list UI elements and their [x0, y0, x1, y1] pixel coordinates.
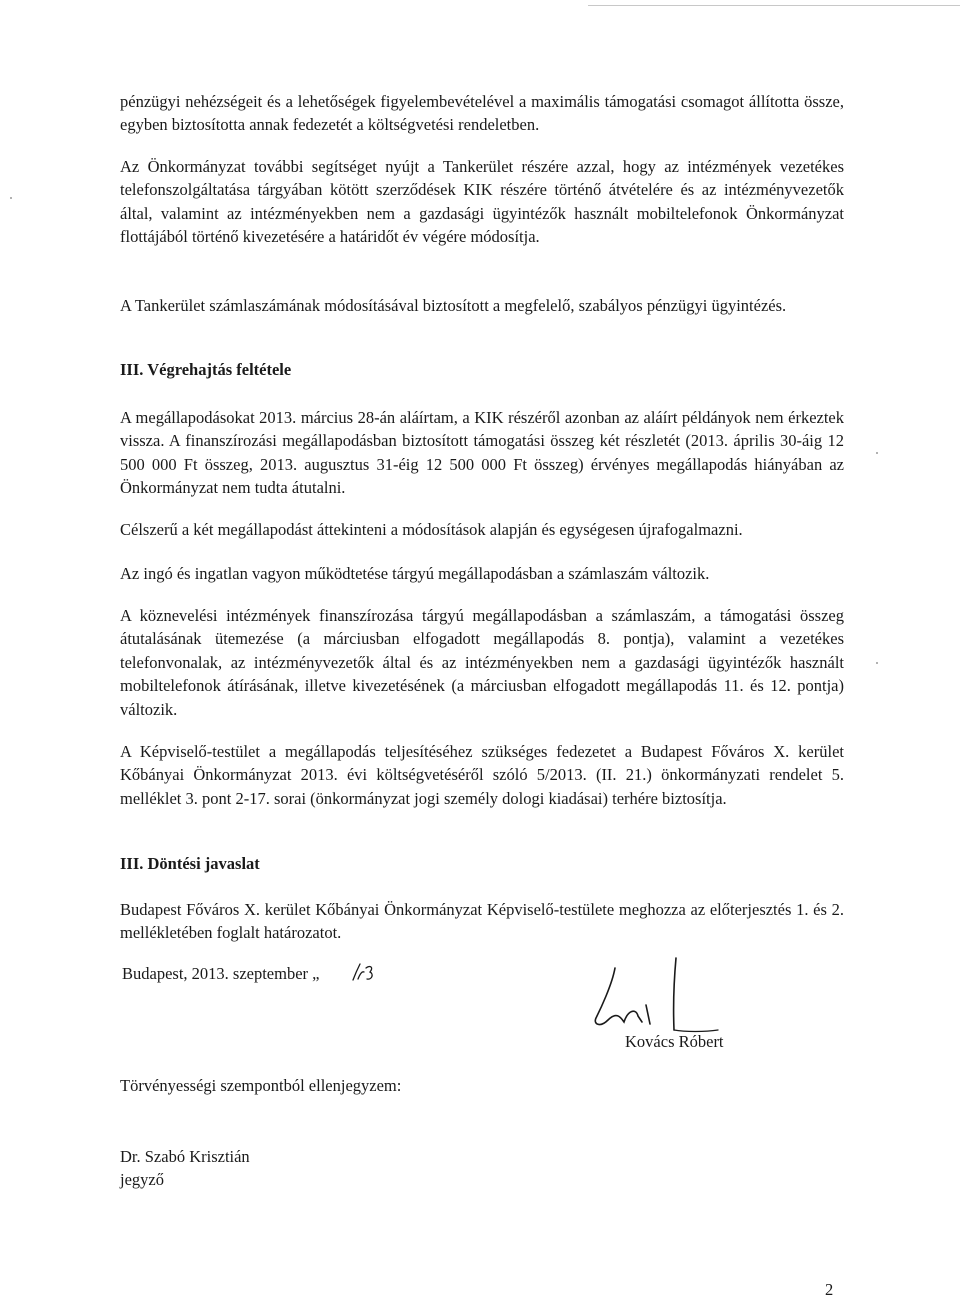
paragraph-property-agreement: Az ingó és ingatlan vagyon működtetése tárgyú megállapodásban a számlaszám változik. — [120, 564, 710, 583]
page-number: 2 — [825, 1280, 834, 1299]
handwritten-signature — [590, 950, 730, 1045]
heading-decision-proposal: III. Döntési javaslat — [120, 854, 260, 873]
place-and-date: Budapest, 2013. szeptember „ — [122, 964, 320, 983]
scan-speck — [10, 197, 12, 199]
top-border-line — [588, 5, 960, 6]
notary-title: jegyző — [120, 1170, 164, 1189]
paragraph-education-financing: A köznevelési intézmények finanszírozása tárgyú megállapodásban a számlaszám, a támogatási összeg átutalásának ütemezése (a márciusban elfogadott megállapodás 8. pontja), valamint a vezetékes telefonvonalak, az intézményvezetők által és az intézményekben nem a gazdasági ügyintézők használt mobiltelefonok átírásának, illetve kivezetésének (a márciusban elfogadott megállapodás 11. és 12. pontja) változik. — [120, 606, 844, 719]
paragraph-account-change: A Tankerület számlaszámának módosításával biztosított a megfelelő, szabályos pénzügyi ügyintézés. — [120, 296, 787, 315]
paragraph-agreements-signed: A megállapodásokat 2013. március 28-án aláírtam, a KIK részéről azonban az aláírt példányok nem érkeztek vissza. A finanszírozási megállapodásban biztosított támogatási összeg két részletét (2013. április 30-áig 12 500 000 Ft összeg, 2013. augusztus 31-éig 12 500 000 Ft összeg) érvényes megállapodás hiányában az Önkormányzat nem tudta átutalni. — [120, 408, 844, 498]
signer-name: Kovács Róbert — [625, 1032, 724, 1051]
handwritten-day-mark — [350, 962, 380, 984]
notary-name: Dr. Szabó Krisztián — [120, 1147, 250, 1166]
paragraph-funding: A Képviselő-testület a megállapodás teljesítéséhez szükséges fedezetet a Budapest Főváros X. kerület Kőbányai Önkormányzat 2013. évi költségvetéséről szóló 5/2013. (II. 21.) önkormányzati rendelet 5. melléklet 3. pont 2-17. sorai (önkormányzat jogi személy dologi kiadásai) terhére biztosítja. — [120, 742, 844, 808]
heading-execution-condition: III. Végrehajtás feltétele — [120, 360, 292, 379]
paragraph-budget: pénzügyi nehézségeit és a lehetőségek figyelembevételével a maximális támogatási csomagot állította össze, egyben biztosította annak fedezetét a költségvetési rendeletben. — [120, 92, 844, 135]
scan-speck — [876, 452, 878, 454]
scan-speck — [876, 662, 878, 664]
paragraph-review-agreements: Célszerű a két megállapodást áttekinteni a módosítások alapján és egységesen újrafogalmazni. — [120, 520, 743, 539]
paragraph-decision: Budapest Főváros X. kerület Kőbányai Önkormányzat Képviselő-testülete meghozza az előterjesztés 1. és 2. mellékletében foglalt határozatot. — [120, 900, 844, 943]
paragraph-telephone-services: Az Önkormányzat további segítséget nyújt a Tankerület részére azzal, hogy az intézmények vezetékes telefonszolgáltatása tárgyában kötött szerződések KIK részére történő átvételére és az intézményvezetők által, valamint az intézményekben nem a gazdasági ügyintézők használt mobiltelefonok Önkormányzat flottájából történő kivezetésére a határidőt év végére módosítja. — [120, 157, 844, 247]
legal-countersign-label: Törvényességi szempontból ellenjegyzem: — [120, 1076, 402, 1095]
